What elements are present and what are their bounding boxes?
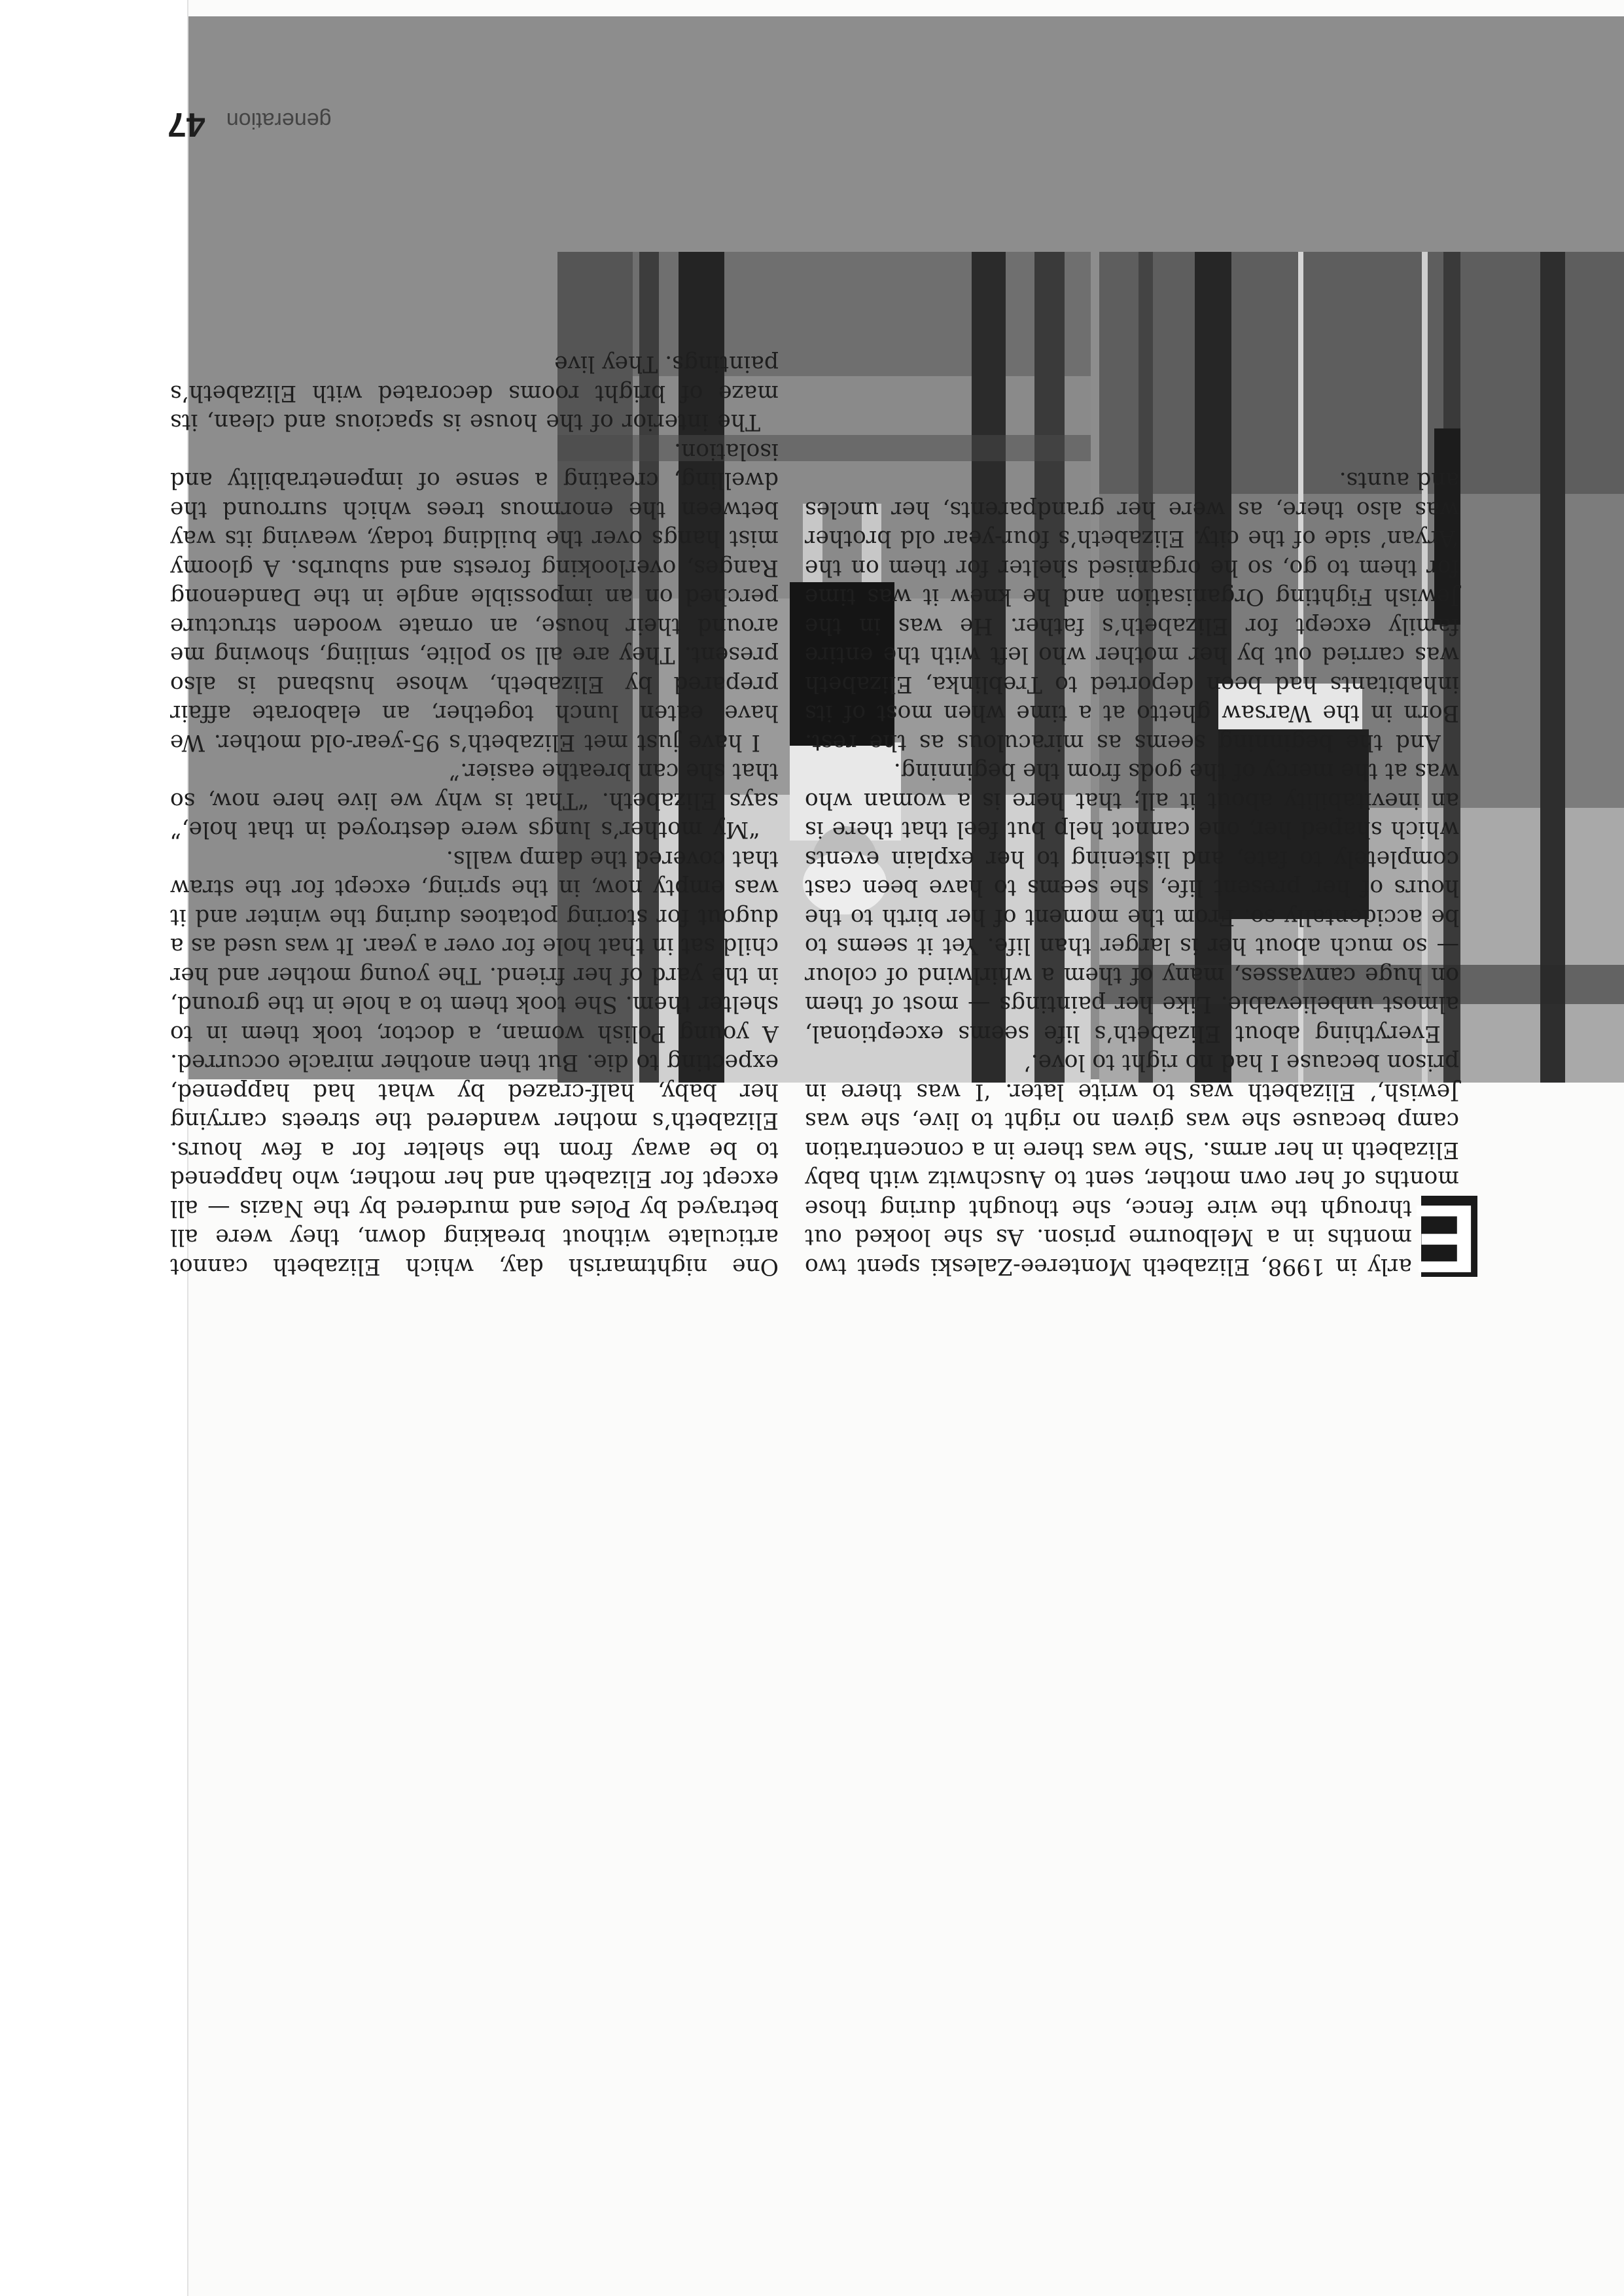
article-paragraph: Everything about Elizabeth’s life seems exceptional, almost unbelievable. Like her paintings — most of them on huge canvasses, many of them a whirlwind of colour — so much about her is larger than life. Yet it seems to be accidentally so. From the moment of her birth to the hours of her present life, she seems to have been cast completely to fate, and listening to her explain events which shaped her, one cannot help but feel that there is an inevitability about it all; that here is a woman who was at the mercy of the gods from the beginning.: [805, 758, 1459, 1047]
article-column-left: [805, 466, 1477, 1293]
article-paragraph: I have just met Elizabeth’s 95-year-old mother. We have eaten lunch together, an elaborate affair prepared by Elizabeth, whose husband is also present. They are all so polite, smiling, showing me around their house, an ornate wooden structure perched on an impossible angle in the Dandenong Ranges, overlooking forests and suburbs. A gloomy mist hangs over the building today, weaving its way between the enormous trees which surround the dwelling, creating a sense of impenetrability and isolation.: [170, 438, 779, 756]
section-label: generation: [226, 108, 332, 133]
page-footer: [168, 85, 455, 144]
article-paragraph: And the beginning seems as miraculous as the rest. Born in the Warsaw ghetto at a time when most of its inhabitants had been deported to Treblinka, Elizabeth was carried out by her mother who left with the entire family except for Elizabeth’s father. He was in the Jewish Fighting Organisation and he knew it was time for them to go, so he organised shelter for them on the ‘Aryan’ side of the city. Elizabeth’s four-year old brother was also there, as were her grandparents, her uncles and aunts.: [805, 467, 1459, 756]
article-paragraph: “My mother’s lungs were destroyed in that hole,” says Elizabeth. “That is why we live here now, so that she can breathe easier.”: [170, 758, 779, 843]
page-number: 47: [168, 105, 205, 143]
article-paragraph: E arly in 1998, Elizabeth Monteree-Zaleski spent two months in a Melbourne prison. As she looked out through the wire fence, she thought during those months of her own mother, sent to Auschwitz with baby Elizabeth in her arms. ‘She was there in a concentration camp because she was given no right to live, she was Jewish,’ Elizabeth was to write later. ‘I was there in prison because I had no right to love.’: [805, 1049, 1477, 1293]
article-column-right: [170, 349, 779, 1281]
article-paragraph: The interior of the house is spacious and clean, its maze of bright rooms decorated with Elizabeth’s paintings. They live: [170, 351, 779, 436]
page-margin: [0, 0, 188, 2296]
article-paragraph: One nightmarish day, which Elizabeth cannot articulate without breaking down, they were all betrayed by Poles and murdered by the Nazis — all except for Elizabeth and her mother, who happened to be away from the shelter for a few hours. Elizabeth’s mother wandered the streets carrying her baby, half-crazed by what had happened, expecting to die. But then another miracle occurred. A young Polish woman, a doctor, took them in to shelter them. She took them to a hole in the ground, in the yard of her friend. The young mother and her child sat in that hole for over a year. It was used as a dugout for storing potatoes during the winter and it was empty now, in the spring, except for the straw that covered the damp walls.: [170, 846, 779, 1279]
drop-cap: E: [1413, 1185, 1477, 1293]
